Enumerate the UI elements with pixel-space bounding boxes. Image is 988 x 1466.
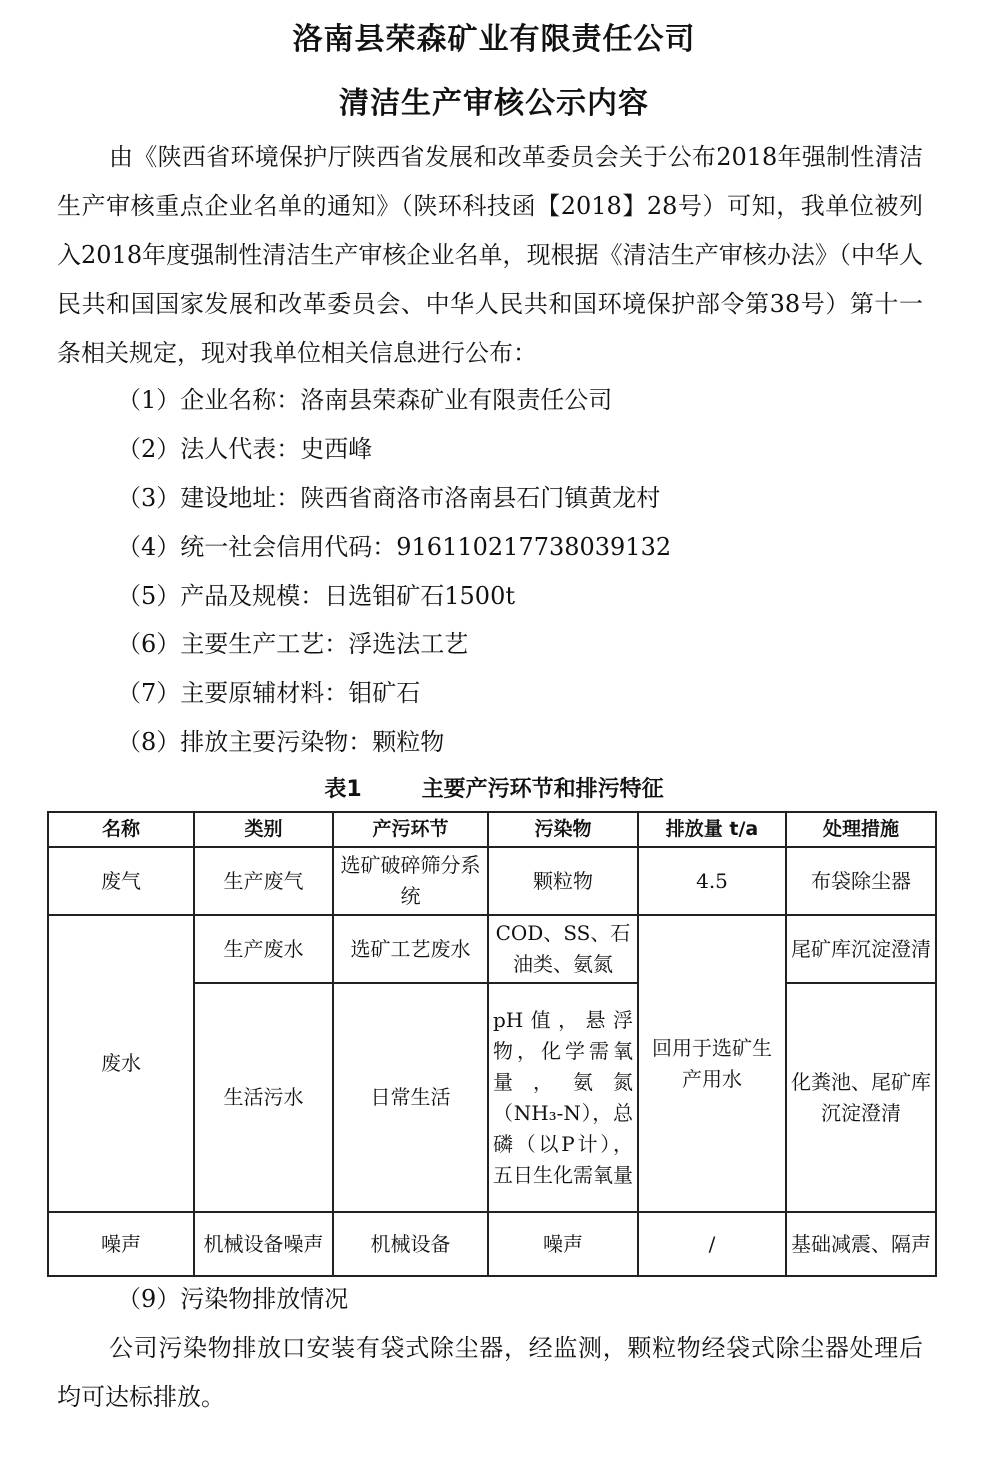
cell-amount: 回用于选矿生产用水	[638, 915, 786, 1212]
document-title: 清洁生产审核公示内容	[339, 86, 649, 121]
cell-pollutant: pH值，悬浮物，化学需氧量，氨氮（NH₃-N），总磷（以P计），五日生化需氧量	[488, 983, 638, 1212]
cell-category: 生活污水	[194, 983, 333, 1212]
table-row	[48, 847, 936, 915]
cell-category: 生产废水	[194, 915, 333, 983]
header-stage: 产污环节	[333, 812, 488, 847]
cell-stage: 机械设备	[333, 1212, 488, 1276]
header-pollutant: 污染物	[488, 812, 638, 847]
closing-paragraph: 公司污染物排放口安装有袋式除尘器，经监测，颗粒物经袋式除尘器处理后均可达标排放。	[57, 1334, 923, 1411]
item-emission-status: （9）污染物排放情况	[117, 1285, 349, 1313]
cell-name: 废气	[48, 847, 194, 915]
table-row	[48, 915, 936, 983]
cell-measure: 化粪池、尾矿库沉淀澄清	[786, 983, 936, 1212]
item-process: （6）主要生产工艺：浮选法工艺	[117, 630, 469, 658]
cell-name: 废水	[48, 915, 194, 1212]
company-title: 洛南县荣森矿业有限责任公司	[292, 22, 696, 57]
header-amount: 排放量 t/a	[638, 812, 786, 847]
table-title: 主要产污环节和排污特征	[421, 777, 664, 802]
header-name: 名称	[48, 812, 194, 847]
item-credit-code: （4）统一社会信用代码：916110217738039132	[117, 533, 672, 561]
table-caption	[0, 772, 988, 803]
item-address: （3）建设地址：陕西省商洛市洛南县石门镇黄龙村	[117, 484, 661, 512]
cell-amount: 4.5	[638, 847, 786, 915]
cell-category: 生产废气	[194, 847, 333, 915]
cell-pollutant: COD、SS、石油类、氨氮	[488, 915, 638, 983]
cell-measure: 布袋除尘器	[786, 847, 936, 915]
cell-amount: /	[638, 1212, 786, 1276]
table-label: 表1	[324, 777, 362, 802]
item-legal-representative: （2）法人代表：史西峰	[117, 435, 373, 463]
table-row	[48, 1212, 936, 1276]
cell-name: 噪声	[48, 1212, 194, 1276]
item-pollutants: （8）排放主要污染物：颗粒物	[117, 728, 445, 756]
item-product-scale: （5）产品及规模：日选钼矿石1500t	[117, 582, 515, 610]
cell-category: 机械设备噪声	[194, 1212, 333, 1276]
cell-measure: 尾矿库沉淀澄清	[786, 915, 936, 983]
cell-stage: 日常生活	[333, 983, 488, 1212]
header-category: 类别	[194, 812, 333, 847]
item-materials: （7）主要原辅材料：钼矿石	[117, 679, 421, 707]
cell-stage: 选矿破碎筛分系统	[333, 847, 488, 915]
pollution-table	[47, 811, 937, 1277]
table-header-row	[48, 812, 936, 847]
cell-pollutant: 噪声	[488, 1212, 638, 1276]
cell-measure: 基础减震、隔声	[786, 1212, 936, 1276]
cell-stage: 选矿工艺废水	[333, 915, 488, 983]
intro-paragraph: 由《陕西省环境保护厅陕西省发展和改革委员会关于公布2018年强制性清洁生产审核重点企业名单的通知》（陕环科技函【2018】28号）可知，我单位被列入2018年度强制性清洁生产审核企业名单，现根据《清洁生产审核办法》（中华人民共和国国家发展和改革委员会、中华人民共和国环境保护部令第38号）第十一条相关规定，现对我单位相关信息进行公布：	[57, 143, 923, 367]
item-company-name: （1）企业名称：洛南县荣森矿业有限责任公司	[117, 386, 613, 414]
header-measure: 处理措施	[786, 812, 936, 847]
cell-pollutant: 颗粒物	[488, 847, 638, 915]
